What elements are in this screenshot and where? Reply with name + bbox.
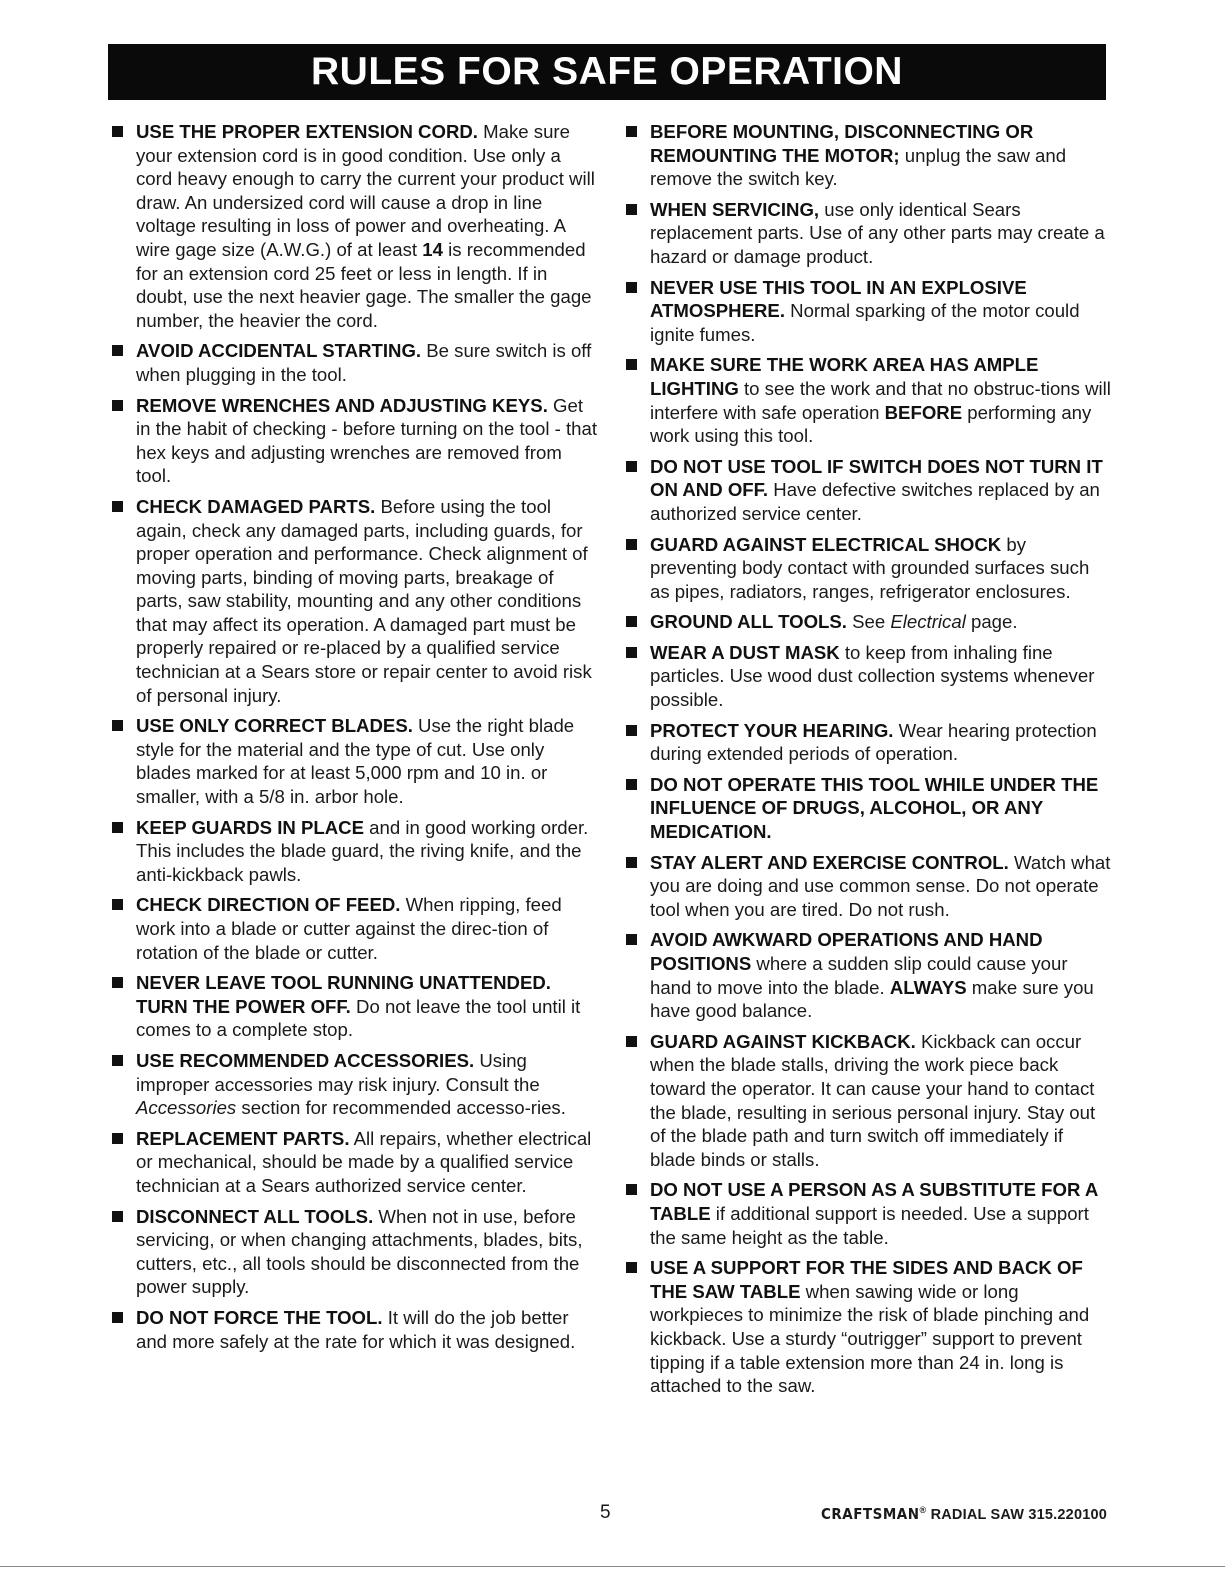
rule-text: Do not leave the tool until it comes to a complete stop. <box>136 995 581 1041</box>
square-bullet-icon <box>626 126 637 137</box>
rule-heading: ALWAYS <box>889 976 967 998</box>
rule-item <box>108 394 598 488</box>
square-bullet-icon <box>626 647 637 658</box>
rule-heading: USE A SUPPORT FOR THE SIDES AND BACK OF THE SAW TABLE <box>650 1257 1083 1302</box>
rule-heading: WHEN SERVICING, <box>650 198 820 220</box>
rule-text: and in good working order. This includes the blade guard, the riving knife, and the anti-kickback pawls. <box>136 816 589 885</box>
rule-text: to see the work and that no obstruc-tions will interfere with safe operation <box>650 377 1111 423</box>
rule-heading: MAKE SURE THE WORK AREA HAS AMPLE LIGHTING <box>650 354 1039 399</box>
model-label: RADIAL SAW 315.220100 <box>930 1507 1107 1523</box>
rule-item <box>622 120 1112 191</box>
square-bullet-icon <box>112 1055 123 1066</box>
square-bullet-icon <box>112 977 123 988</box>
rule-text: section for recommended accesso-ries. <box>236 1097 566 1119</box>
rule-reference: Accessories <box>136 1097 237 1119</box>
rule-item <box>108 893 598 964</box>
rule-item <box>108 714 598 808</box>
rule-text: Use the right blade style for the material and the type of cut. Use only blades marked for at least 5,000 rpm and 10 in. or smaller, with a 5/8 in. arbor hole. <box>136 715 575 808</box>
rule-item <box>108 1205 598 1299</box>
rule-item <box>108 971 598 1042</box>
square-bullet-icon <box>626 616 637 627</box>
rule-heading: AVOID ACCIDENTAL STARTING. <box>136 340 422 362</box>
rule-item <box>622 719 1112 766</box>
rule-text: Using improper accessories may risk injury. Consult the <box>136 1049 540 1095</box>
rule-item <box>108 1127 598 1198</box>
rule-heading: GUARD AGAINST KICKBACK. <box>650 1030 916 1052</box>
rule-text: by preventing body contact with grounded surfaces such as pipes, radiators, ranges, refrigerator enclosures. <box>650 533 1090 602</box>
rule-item <box>108 339 598 386</box>
square-bullet-icon <box>626 539 637 550</box>
rule-heading: CHECK DAMAGED PARTS. <box>136 495 376 517</box>
rule-heading: USE ONLY CORRECT BLADES. <box>136 715 413 737</box>
rule-text: page. <box>965 611 1018 633</box>
square-bullet-icon <box>112 822 123 833</box>
rule-heading: REMOVE WRENCHES AND ADJUSTING KEYS. <box>136 394 548 416</box>
rule-heading: STAY ALERT AND EXERCISE CONTROL. <box>650 851 1009 873</box>
rule-item <box>108 1049 598 1120</box>
rule-item <box>108 1306 598 1353</box>
rule-heading: USE RECOMMENDED ACCESSORIES. <box>136 1049 475 1071</box>
rule-text: Watch what you are doing and use common sense. Do not operate tool when you are tired. Do not rush. <box>650 851 1111 920</box>
square-bullet-icon <box>626 204 637 215</box>
rule-text: When ripping, feed work into a blade or cutter against the direc-tion of rotation of the blade or cutter. <box>136 894 562 963</box>
rule-text: Get in the habit of checking - before turning on the tool - that hex keys and adjusting wrenches are removed from tool. <box>136 394 598 487</box>
rule-item <box>622 533 1112 604</box>
rule-item <box>622 773 1112 844</box>
rule-text: when sawing wide or long workpieces to minimize the risk of blade pinching and kickback. Use a sturdy “outrigger” support to prevent tipping if a table extension more than 24 in. long is attached to the saw. <box>650 1280 1090 1397</box>
rule-heading: DO NOT FORCE THE TOOL. <box>136 1306 383 1328</box>
rule-text: if additional support is needed. Use a support the same height as the table. <box>650 1202 1089 1248</box>
rule-text: Wear hearing protection during extended periods of operation. <box>650 719 1097 765</box>
square-bullet-icon <box>112 720 123 731</box>
square-bullet-icon <box>112 1211 123 1222</box>
rule-heading: USE THE PROPER EXTENSION CORD. <box>136 121 478 142</box>
rule-heading: BEFORE MOUNTING, DISCONNECTING OR REMOUNTING THE MOTOR; <box>650 121 1034 166</box>
rule-heading: KEEP GUARDS IN PLACE <box>136 816 364 838</box>
rule-item <box>108 816 598 887</box>
rule-heading: DISCONNECT ALL TOOLS. <box>136 1205 374 1227</box>
rule-heading: WEAR A DUST MASK <box>650 641 840 663</box>
rule-heading: BEFORE <box>884 401 963 423</box>
square-bullet-icon <box>112 1133 123 1144</box>
rule-text: performing any work using this tool. <box>650 401 1092 447</box>
rule-text: Kickback can occur when the blade stalls, driving the work piece back toward the operator. It can cause your hand to contact the blade, resulting in serious personal injury. Stay out of the blade path and turn switch off immediately if blade binds or stalls. <box>650 1030 1096 1170</box>
square-bullet-icon <box>626 282 637 293</box>
rule-text: unplug the saw and remove the switch key. <box>650 144 1067 190</box>
rule-heading: PROTECT YOUR HEARING. <box>650 719 894 741</box>
square-bullet-icon <box>626 934 637 945</box>
footer-brand <box>821 1505 1107 1523</box>
rule-text: See <box>846 611 891 633</box>
page-title: RULES FOR SAFE OPERATION <box>311 50 903 93</box>
square-bullet-icon <box>626 779 637 790</box>
rule-item <box>622 353 1112 447</box>
rule-item <box>622 851 1112 922</box>
title-banner <box>108 44 1106 100</box>
square-bullet-icon <box>626 725 637 736</box>
rule-item <box>622 276 1112 347</box>
square-bullet-icon <box>112 1312 123 1323</box>
page-number: 5 <box>600 1502 611 1523</box>
rule-item <box>622 610 1112 634</box>
rule-heading: DO NOT USE A PERSON AS A SUBSTITUTE FOR A TABLE <box>650 1179 1098 1224</box>
left-column <box>108 120 598 1360</box>
square-bullet-icon <box>626 857 637 868</box>
square-bullet-icon <box>626 1184 637 1195</box>
rule-heading: DO NOT OPERATE THIS TOOL WHILE UNDER THE INFLUENCE OF DRUGS, ALCOHOL, OR ANY MEDICATION. <box>650 773 1099 843</box>
square-bullet-icon <box>626 1036 637 1047</box>
rule-item <box>622 1178 1112 1249</box>
rule-heading: DO NOT USE TOOL IF SWITCH DOES NOT TURN IT ON AND OFF. <box>650 455 1103 501</box>
rule-item <box>622 455 1112 526</box>
rule-text: All repairs, whether electrical or mechanical, should be made by a qualified service technician at a Sears authorized service center. <box>136 1127 592 1196</box>
craftsman-logo: CRAFTSMAN <box>820 1505 920 1523</box>
rule-text: Be sure switch is off when plugging in the tool. <box>136 340 592 385</box>
rule-text: It will do the job better and more safely at the rate for which it was designed. <box>136 1306 576 1352</box>
rule-item <box>622 1256 1112 1398</box>
rule-text: Have defective switches replaced by an authorized service center. <box>650 479 1100 524</box>
rule-item <box>622 928 1112 1022</box>
rule-heading: NEVER LEAVE TOOL RUNNING UNATTENDED. TURN THE POWER OFF. <box>136 972 551 1017</box>
rule-heading: GROUND ALL TOOLS. <box>650 611 847 633</box>
square-bullet-icon <box>112 400 123 411</box>
rule-heading: REPLACEMENT PARTS. <box>136 1127 350 1149</box>
rule-text: Make sure your extension cord is in good condition. Use only a cord heavy enough to carry the current your product will draw. An undersized cord will cause a drop in line voltage resulting in loss of power and overheating. A wire gage size (A.W.G.) of at least <box>136 121 595 260</box>
page-edge-divider <box>0 1566 1225 1567</box>
square-bullet-icon <box>112 345 123 356</box>
rule-text: where a sudden slip could cause your hand to move into the blade. <box>650 953 1068 998</box>
rule-text: to keep from inhaling fine particles. Use wood dust collection systems whenever possible. <box>650 641 1095 711</box>
square-bullet-icon <box>626 1262 637 1273</box>
rule-heading: AVOID AWKWARD OPERATIONS AND HAND POSITIONS <box>650 929 1043 974</box>
rule-item <box>622 1030 1112 1172</box>
rule-text: is recommended for an extension cord 25 feet or less in length. If in doubt, use the next heavier gage. The smaller the gage number, the heavier the cord. <box>136 238 592 331</box>
rule-reference: Electrical <box>890 611 966 633</box>
rule-item <box>622 198 1112 269</box>
square-bullet-icon <box>112 899 123 910</box>
rule-item <box>108 495 598 707</box>
rule-heading: NEVER USE THIS TOOL IN AN EXPLOSIVE ATMOSPHERE. <box>650 276 1027 322</box>
rule-text: When not in use, before servicing, or when changing attachments, blades, bits, cutters, etc., all tools should be disconnected from the power supply. <box>136 1205 583 1298</box>
rule-text: make sure you have good balance. <box>650 976 1094 1022</box>
rule-text: Normal sparking of the motor could ignite fumes. <box>650 300 1080 345</box>
right-column <box>622 120 1112 1405</box>
rule-text: Before using the tool again, check any damaged parts, including guards, for proper operation and performance. Check alignment of moving parts, binding of moving parts, breakage of parts, saw stability, mounting and any other conditions that may affect its operation. A damaged part must be properly repaired or re-placed by a qualified service technician at a Sears store or repair center to avoid risk of personal injury. <box>136 495 592 706</box>
square-bullet-icon <box>112 126 123 137</box>
square-bullet-icon <box>626 461 637 472</box>
rule-text: use only identical Sears replacement parts. Use of any other parts may create a hazard or damage product. <box>650 198 1105 267</box>
square-bullet-icon <box>112 501 123 512</box>
rule-heading: CHECK DIRECTION OF FEED. <box>136 894 401 916</box>
rule-heading: GUARD AGAINST ELECTRICAL SHOCK <box>650 533 1002 555</box>
rule-item <box>108 120 598 332</box>
registered-mark: ® <box>919 1505 927 1516</box>
rule-heading: 14 <box>422 238 443 260</box>
rule-item <box>622 641 1112 712</box>
square-bullet-icon <box>626 359 637 370</box>
